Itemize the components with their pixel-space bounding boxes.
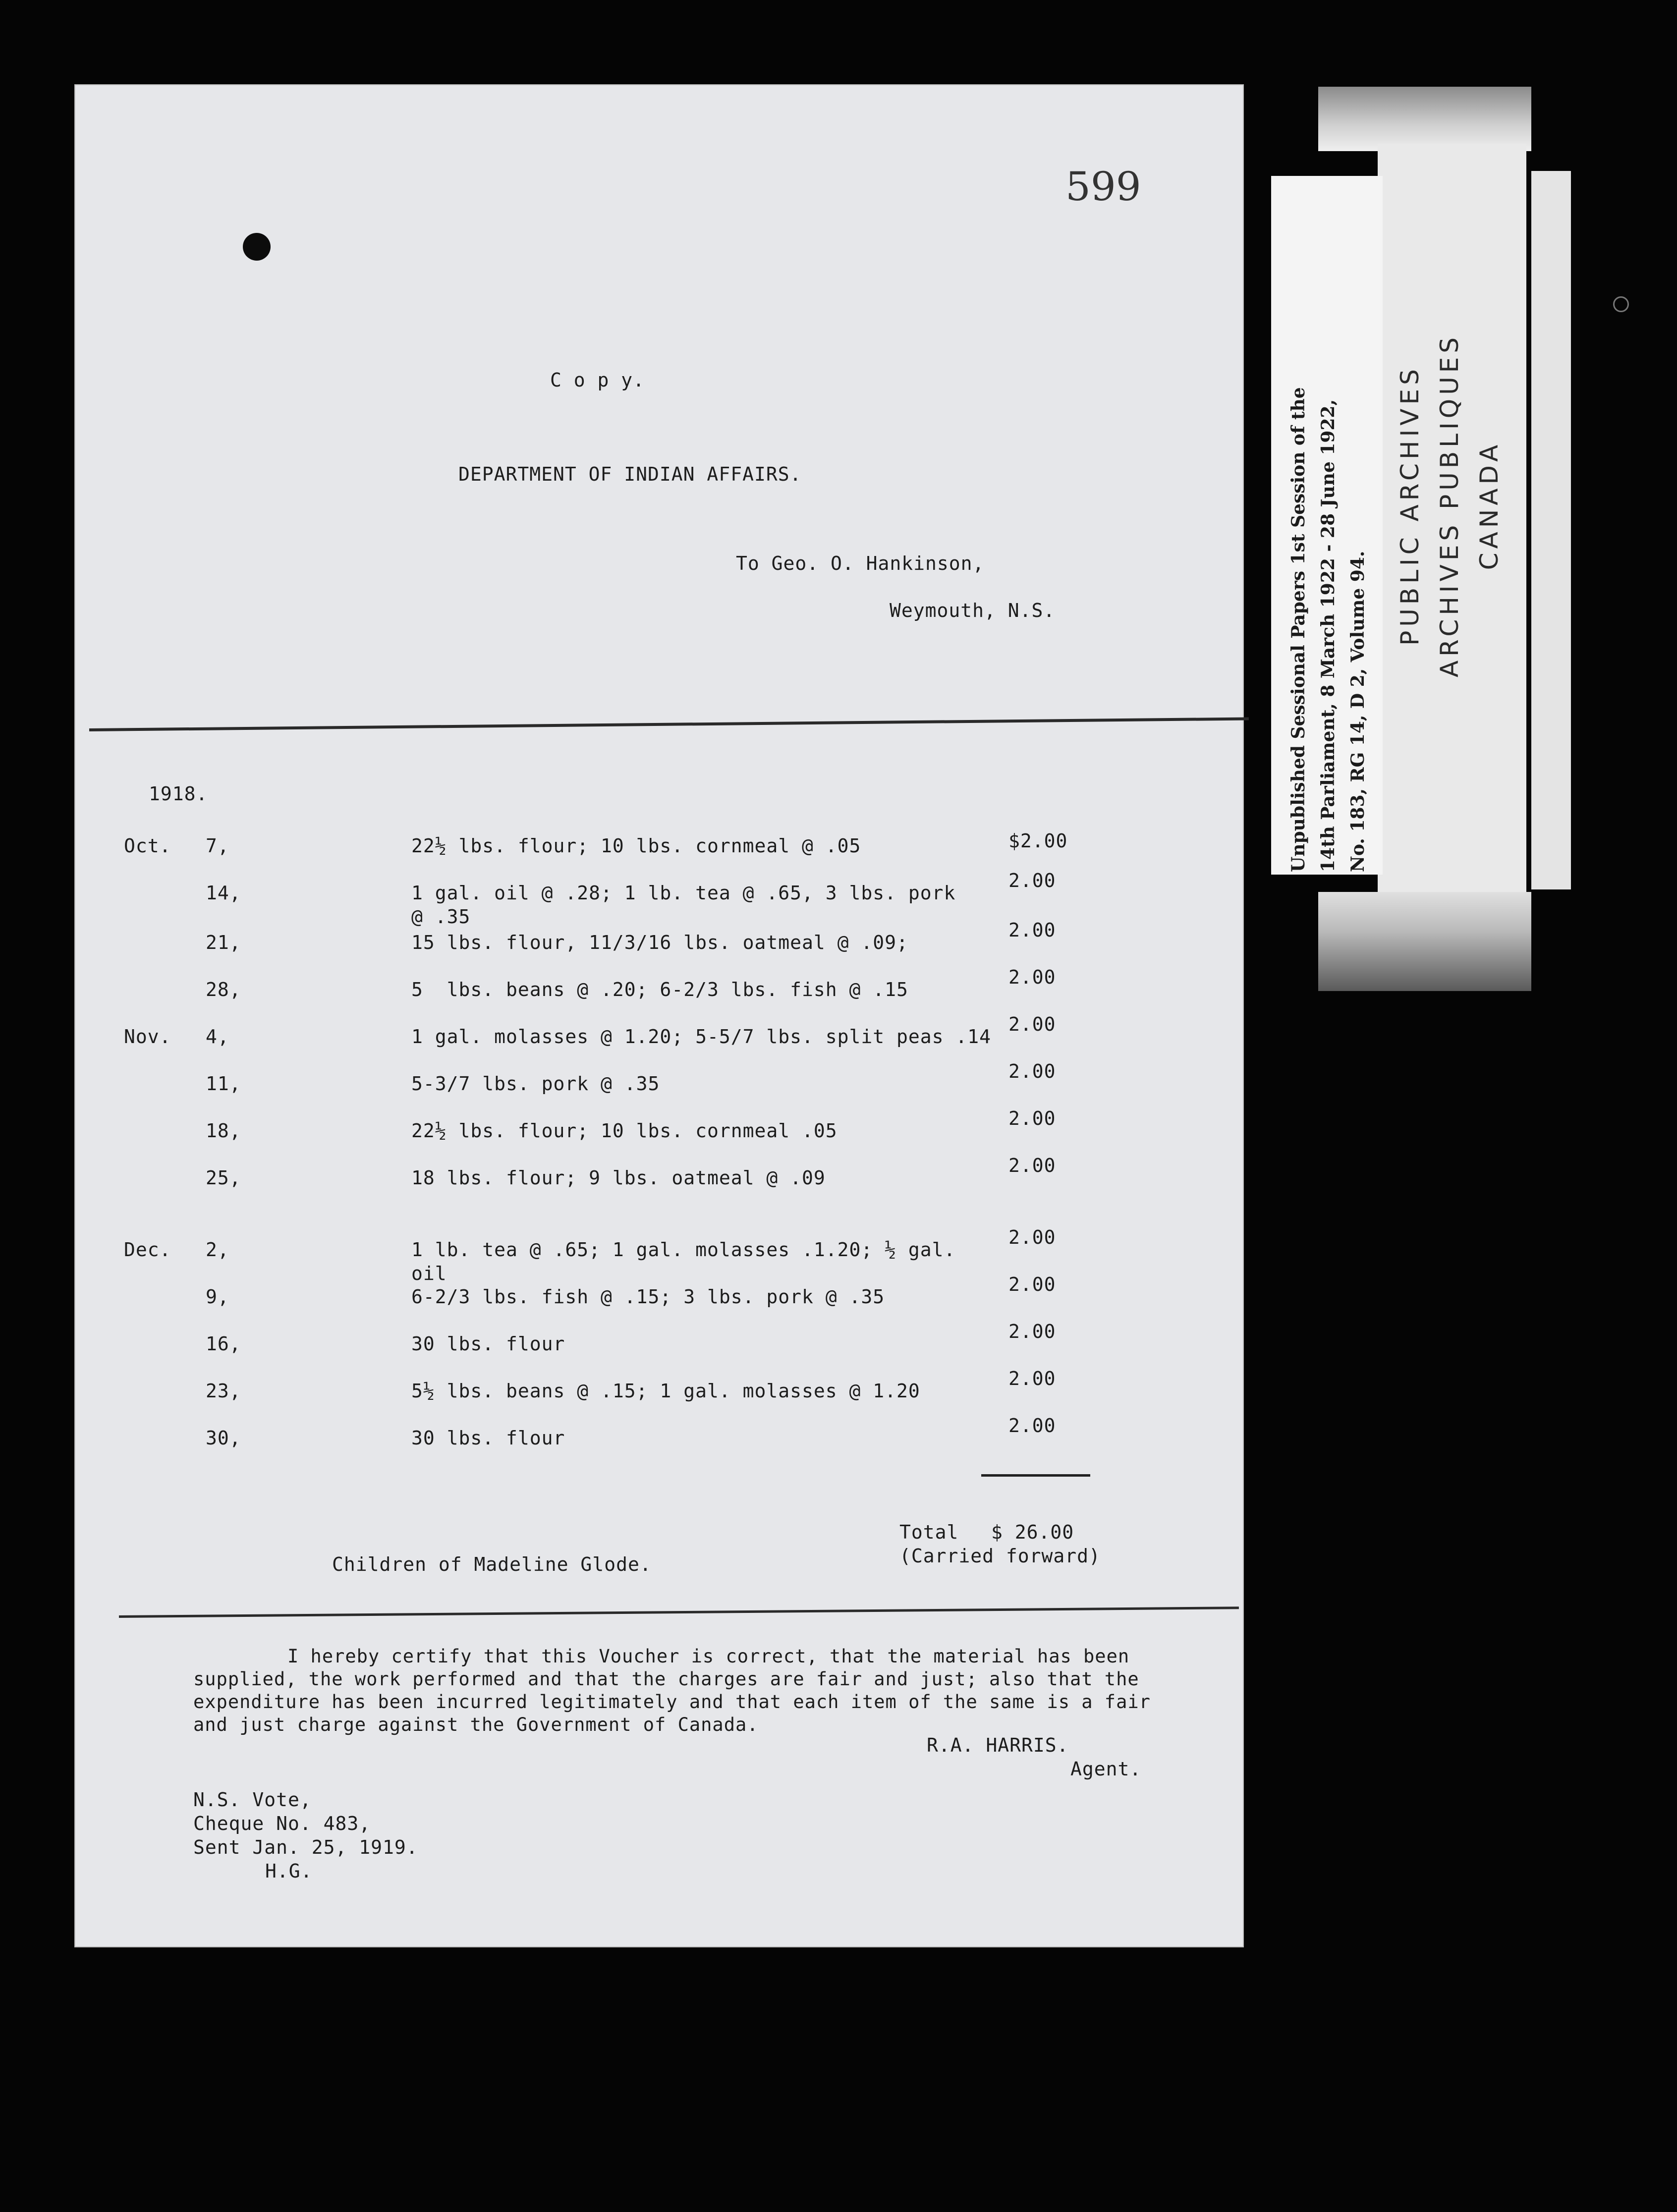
entry-month: Dec. bbox=[124, 1239, 171, 1261]
copy-heading: C o p y. bbox=[550, 369, 645, 391]
entry-day: 7, bbox=[206, 835, 229, 857]
entry-items: 6-2/3 lbs. fish @ .15; 3 lbs. pork @ .35 bbox=[411, 1286, 885, 1308]
entry-items: 5½ lbs. beans @ .15; 1 gal. molasses @ 1.20 bbox=[411, 1380, 920, 1402]
year-label: 1918. bbox=[149, 783, 208, 805]
entry-items: 22½ lbs. flour; 10 lbs. cornmeal @ .05 bbox=[411, 835, 861, 857]
page-number: 599 bbox=[1065, 164, 1141, 210]
total-label: Total bbox=[899, 1521, 959, 1543]
entry-amount: 2.00 bbox=[1008, 966, 1056, 988]
total-underline bbox=[981, 1474, 1090, 1477]
entry-items: 1 gal. oil @ .28; 1 lb. tea @ .65, 3 lbs. pork bbox=[411, 882, 956, 904]
entry-amount: 2.00 bbox=[1008, 919, 1056, 941]
footer-line: N.S. Vote, bbox=[193, 1789, 312, 1811]
footer-initials: H.G. bbox=[265, 1860, 313, 1882]
entry-items: 1 gal. molasses @ 1.20; 5-5/7 lbs. split peas .14 bbox=[411, 1026, 992, 1048]
entry-amount: 2.00 bbox=[1008, 1155, 1056, 1176]
entry-items: 30 lbs. flour bbox=[411, 1333, 565, 1355]
entry-day: 9, bbox=[206, 1286, 229, 1308]
scan-mark-icon bbox=[1613, 296, 1629, 312]
entry-amount: $2.00 bbox=[1008, 830, 1068, 852]
archive-stamp: PUBLIC ARCHIVES ARCHIVES PUBLIQUES CANADA bbox=[1396, 333, 1504, 678]
entry-amount: 2.00 bbox=[1008, 870, 1056, 891]
entry-month: Oct. bbox=[124, 835, 171, 857]
children-line: Children of Madeline Glode. bbox=[332, 1553, 652, 1575]
entry-items: 5 lbs. beans @ .20; 6-2/3 lbs. fish @ .15 bbox=[411, 979, 908, 1000]
entry-items: 30 lbs. flour bbox=[411, 1427, 565, 1449]
entry-day: 28, bbox=[206, 979, 241, 1000]
signature-name: R.A. HARRIS. bbox=[927, 1734, 1069, 1756]
signature-title: Agent. bbox=[1070, 1758, 1142, 1780]
divider bbox=[89, 718, 1249, 731]
entry-items: 22½ lbs. flour; 10 lbs. cornmeal .05 bbox=[411, 1120, 838, 1142]
entry-day: 18, bbox=[206, 1120, 241, 1142]
archive-tab-bottom bbox=[1318, 892, 1531, 991]
entry-day: 2, bbox=[206, 1239, 229, 1261]
entry-amount: 2.00 bbox=[1008, 1013, 1056, 1035]
entry-day: 14, bbox=[206, 882, 241, 904]
footer-line: Sent Jan. 25, 1919. bbox=[193, 1836, 418, 1858]
entry-amount: 2.00 bbox=[1008, 1107, 1056, 1129]
carried-forward: (Carried forward) bbox=[899, 1545, 1101, 1567]
entry-amount: 2.00 bbox=[1008, 1226, 1056, 1248]
entry-day: 30, bbox=[206, 1427, 241, 1449]
entry-month: Nov. bbox=[124, 1026, 171, 1048]
entry-day: 16, bbox=[206, 1333, 241, 1355]
entry-items: 18 lbs. flour; 9 lbs. oatmeal @ .09 bbox=[411, 1167, 826, 1189]
entry-items: 15 lbs. flour, 11/3/16 lbs. oatmeal @ .09; bbox=[411, 932, 908, 953]
archive-tab-top bbox=[1318, 87, 1531, 151]
entry-items: 1 lb. tea @ .65; 1 gal. molasses .1.20; ½ gal. bbox=[411, 1239, 956, 1261]
entry-amount: 2.00 bbox=[1008, 1321, 1056, 1342]
entry-amount: 2.00 bbox=[1008, 1368, 1056, 1389]
entry-items-continued: oil bbox=[411, 1263, 447, 1284]
entry-items-continued: @ .35 bbox=[411, 906, 471, 928]
entry-amount: 2.00 bbox=[1008, 1415, 1056, 1437]
punch-hole bbox=[243, 233, 271, 261]
entry-day: 23, bbox=[206, 1380, 241, 1402]
entry-day: 4, bbox=[206, 1026, 229, 1048]
entry-amount: 2.00 bbox=[1008, 1273, 1056, 1295]
archive-reference-label: Unpublished Sessional Papers 1st Session of the 14th Parliament, 8 March 1922 - 28 June 1922, No. 183, RG 14, D 2, Volume 94. bbox=[1288, 387, 1368, 872]
divider bbox=[119, 1606, 1239, 1618]
footer-line: Cheque No. 483, bbox=[193, 1813, 371, 1834]
department-heading: DEPARTMENT OF INDIAN AFFAIRS. bbox=[458, 463, 802, 485]
entry-day: 25, bbox=[206, 1167, 241, 1189]
entry-day: 11, bbox=[206, 1073, 241, 1095]
total-value: $ 26.00 bbox=[991, 1521, 1074, 1543]
recipient-line: To Geo. O. Hankinson, bbox=[736, 553, 985, 574]
certification-text: I hereby certify that this Voucher is correct, that the material has been supplied, the work performed and that the charges are fair and just; also that the expenditure has been incurred legitimately and that each item of the same is a fair and just charge against the Government of Canada. bbox=[193, 1646, 1151, 1735]
recipient-address: Weymouth, N.S. bbox=[890, 600, 1056, 621]
entry-amount: 2.00 bbox=[1008, 1060, 1056, 1082]
entry-day: 21, bbox=[206, 932, 241, 953]
voucher-page bbox=[74, 84, 1244, 1947]
entry-items: 5-3/7 lbs. pork @ .35 bbox=[411, 1073, 660, 1095]
archive-strip-edge bbox=[1531, 171, 1571, 889]
